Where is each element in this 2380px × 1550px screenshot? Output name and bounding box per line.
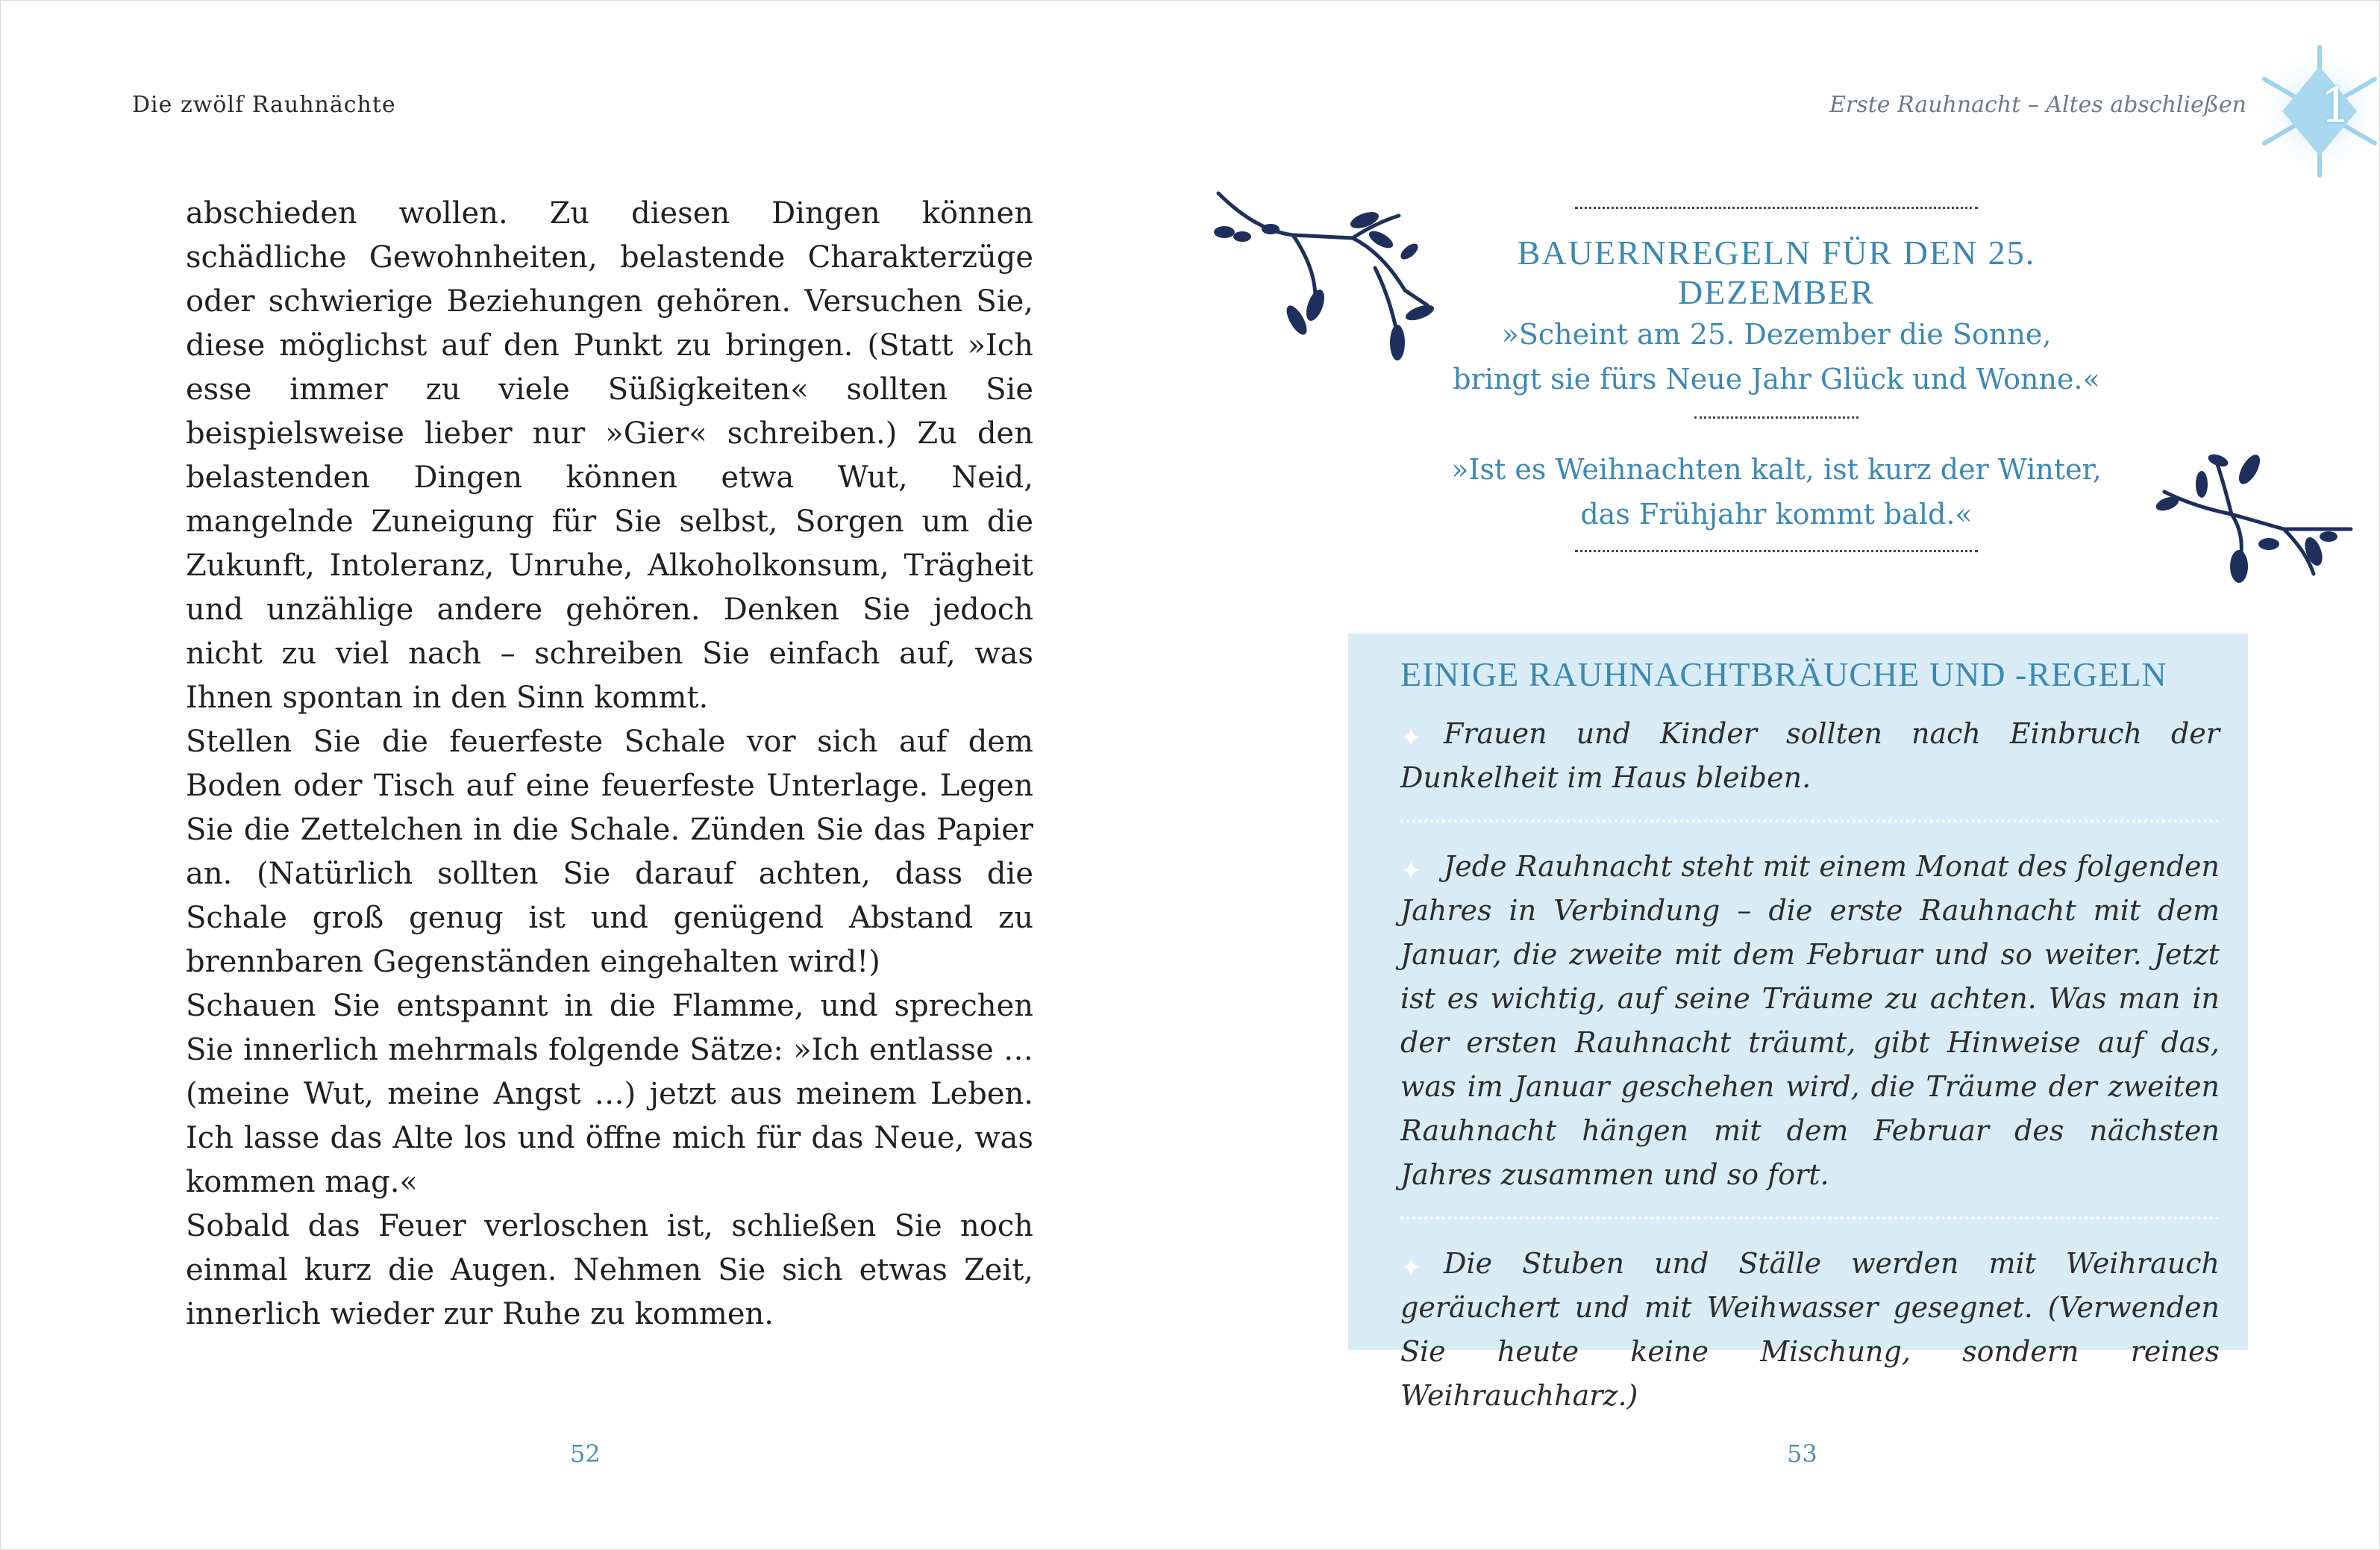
page-number-left: 52 [570, 1440, 601, 1468]
divider [1400, 819, 2220, 822]
paragraph: Schauen Sie entspannt in die Flamme, und sprechen Sie innerlich mehrmals folgende Sätze: »Ich entlasse … (meine Wut, meine Angst …) jetzt aus meinem Leben. Ich lasse das Alte los und öffne mich für das Neue, was kommen mag.« [186, 989, 1033, 1199]
body-text [186, 192, 1033, 1337]
mistletoe-branch-icon [1203, 186, 1472, 365]
farmer-rules-box [1448, 207, 2105, 552]
star-icon: ✦ [1400, 723, 1422, 753]
chapter-number: 1 [2320, 78, 2351, 134]
rules-quote-line: das Frühjahr kommt bald.« [1580, 498, 1973, 531]
rules-quote-line: »Ist es Weihnachten kalt, ist kurz der Winter, [1451, 453, 2102, 486]
customs-title: EINIGE RAUHNACHTBRÄUCHE UND -REGELN [1400, 655, 2167, 693]
list-item [1400, 712, 2220, 800]
customs-box [1348, 634, 2248, 1412]
list-item-text: Frauen und Kinder sollten nach Einbruch der Dunkelheit im Haus bleiben. [1400, 717, 2220, 794]
rules-quote-line: bringt sie fürs Neue Jahr Glück und Wonne.« [1453, 363, 2100, 396]
star-icon: ✦ [1400, 856, 1422, 886]
rules-title: BAUERNREGELN FÜR DEN 25. DEZEMBER [1517, 234, 2036, 311]
paragraph: Sobald das Feuer verloschen ist, schließen Sie noch einmal kurz die Augen. Nehmen Sie sich etwas Zeit, innerlich wieder zur Ruhe zu kommen. [186, 1209, 1033, 1331]
rules-quote-line: »Scheint am 25. Dezember die Sonne, [1501, 318, 2052, 351]
divider [1575, 207, 1978, 209]
divider [1694, 416, 1858, 419]
snowflake-icon [2245, 37, 2379, 186]
mistletoe-branch-icon [2149, 440, 2358, 589]
list-item-text: Jede Rauhnacht steht mit einem Monat des folgenden Jahres in Verbindung – die erste Rauhnacht mit dem Januar, die zweite mit dem Februar und so weiter. Jetzt ist es wichtig, auf seine Träume zu achten. Was man in der ersten Rauhnacht träumt, gibt Hinweise auf das, was im Januar geschehen wird, die Träume der zweiten Rauhnacht hängen mit dem Februar des nächsten Jahres zusammen und so fort. [1400, 850, 2220, 1191]
list-item-text: Die Stuben und Ställe werden mit Weihrauch geräuchert und mit Weihwasser gesegnet. (Verwenden Sie heute keine Mischung, sondern reines Weihrauchharz.) [1400, 1247, 2220, 1412]
star-icon: ✦ [1400, 1253, 1422, 1283]
running-head-right: Erste Rauhnacht – Altes abschließen [1829, 92, 2246, 118]
divider [1400, 1216, 2220, 1219]
divider [1575, 550, 1978, 552]
list-item [1400, 845, 2220, 1197]
list-item [1400, 1242, 2220, 1418]
page-number-right: 53 [1787, 1440, 1817, 1468]
running-head-left: Die zwölf Rauhnächte [132, 92, 396, 118]
paragraph: abschieden wollen. Zu diesen Dingen können schädliche Gewohnheiten, belastende Charakterzüge oder schwierige Beziehungen gehören. Versuchen Sie, diese möglichst auf den Punkt zu bringen. (Statt »Ich esse immer zu viele Süßigkeiten« sollten Sie beispielsweise lieber nur »Gier« schreiben.) Zu den belastenden Dingen können etwa Wut, Neid, mangelnde Zuneigung für Sie selbst, Sorgen um die Zukunft, Intoleranz, Unruhe, Alkoholkonsum, Trägheit und unzählige andere gehören. Denken Sie jedoch nicht zu viel nach – schreiben Sie einfach auf, was Ihnen spontan in den Sinn kommt. [186, 196, 1033, 715]
paragraph: Stellen Sie die feuerfeste Schale vor sich auf dem Boden oder Tisch auf eine feuerfeste Unterlage. Legen Sie die Zettelchen in die Schale. Zünden Sie das Papier an. (Natürlich sollten Sie darauf achten, dass die Schale groß genug ist und genügend Abstand zu brennbaren Gegenständen eingehalten wird!) [186, 725, 1033, 979]
